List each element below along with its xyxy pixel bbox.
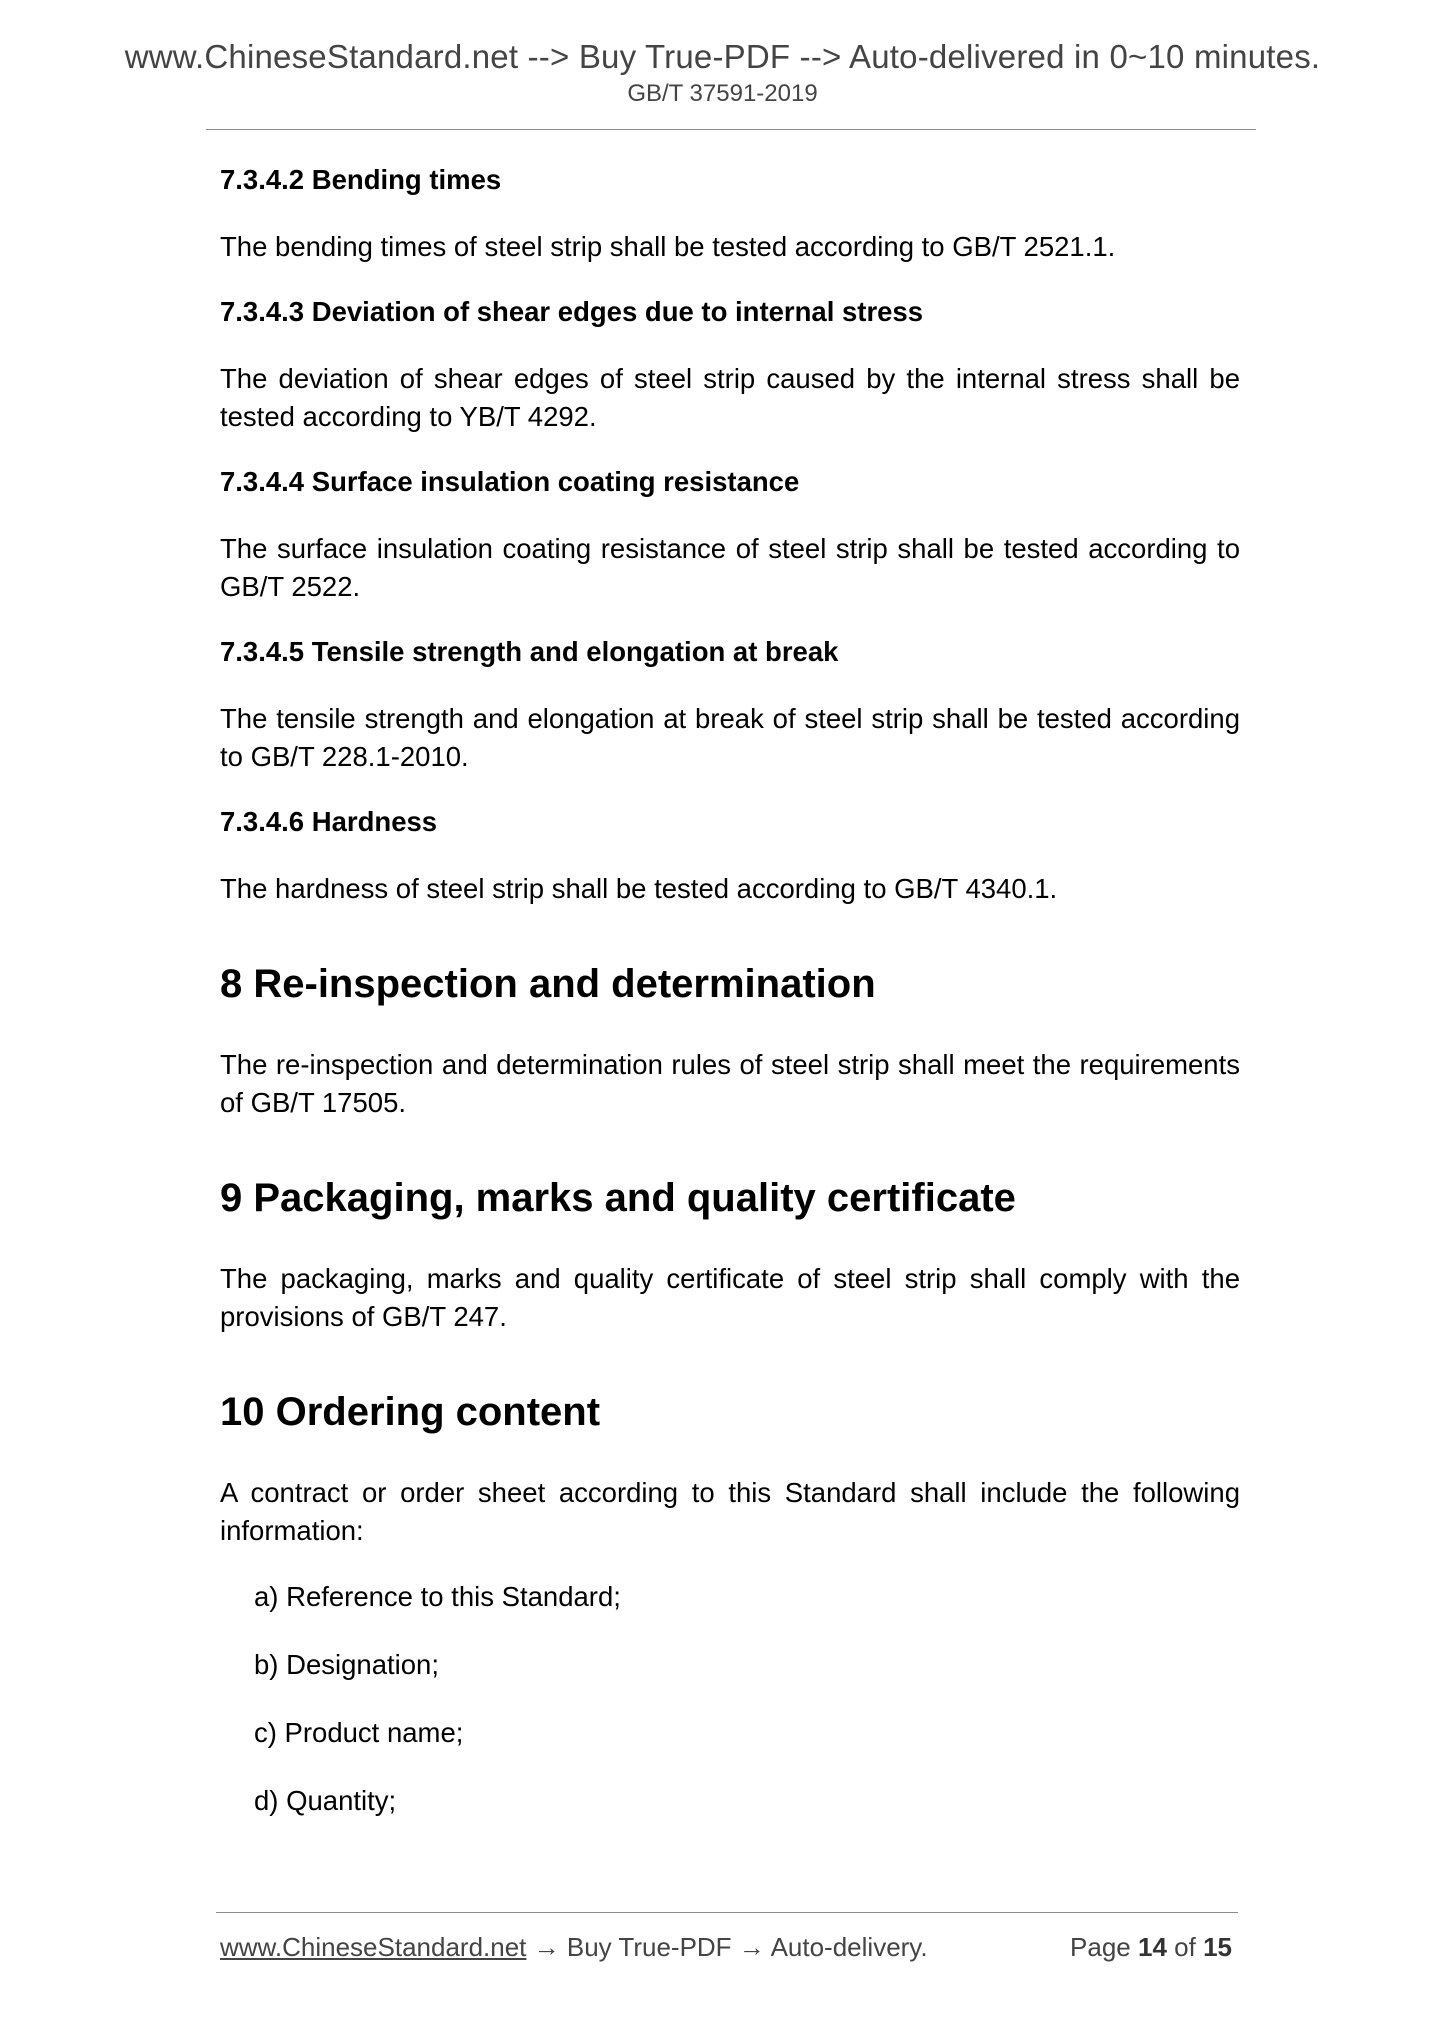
footer-left [220, 1932, 928, 1963]
page-total: 15 [1203, 1932, 1232, 1962]
page-label: Page [1070, 1932, 1131, 1962]
of-label: of [1174, 1932, 1196, 1962]
section-10-heading: 10 Ordering content [220, 1390, 601, 1434]
page-current: 14 [1138, 1932, 1167, 1962]
section-7-3-4-6-text: The hardness of steel strip shall be tested according to GB/T 4340.1. [220, 873, 1058, 904]
header-banner[interactable]: www.ChineseStandard.net --> Buy True-PDF --> Auto-delivered in 0~10 minutes. [124, 38, 1321, 75]
list-item: d) Quantity; [254, 1785, 397, 1816]
footer-divider [216, 1912, 1238, 1913]
section-7-3-4-4-heading: 7.3.4.4 Surface insulation coating resistance [220, 466, 800, 497]
section-10-text: A contract or order sheet according to this Standard shall include the following information: [220, 1477, 1240, 1546]
section-7-3-4-4-text: The surface insulation coating resistance of steel strip shall be tested according to GB/T 2522. [220, 533, 1240, 602]
list-item: c) Product name; [254, 1717, 464, 1748]
footer-site-link[interactable]: www.ChineseStandard.net [220, 1932, 527, 1962]
list-item: b) Designation; [254, 1649, 439, 1680]
section-9-text: The packaging, marks and quality certificate of steel strip shall comply with the provisions of GB/T 247. [220, 1263, 1240, 1332]
section-8-text: The re-inspection and determination rules of steel strip shall meet the requirements of GB/T 17505. [220, 1049, 1240, 1118]
section-7-3-4-2-heading: 7.3.4.2 Bending times [220, 164, 502, 195]
footer-tagline: → Buy True-PDF → Auto-delivery. [526, 1932, 928, 1962]
page-indicator [1070, 1932, 1232, 1963]
section-7-3-4-3-heading: 7.3.4.3 Deviation of shear edges due to internal stress [220, 296, 924, 327]
section-7-3-4-6-heading: 7.3.4.6 Hardness [220, 806, 438, 837]
standard-code: GB/T 37591-2019 [627, 80, 818, 107]
section-7-3-4-2-text: The bending times of steel strip shall be tested according to GB/T 2521.1. [220, 231, 1116, 262]
header-divider [206, 129, 1256, 130]
section-7-3-4-5-heading: 7.3.4.5 Tensile strength and elongation at break [220, 636, 839, 667]
document-body [220, 162, 1240, 1850]
section-7-3-4-5-text: The tensile strength and elongation at break of steel strip shall be tested according to GB/T 228.1-2010. [220, 703, 1240, 772]
list-item: a) Reference to this Standard; [254, 1581, 621, 1612]
section-8-heading: 8 Re-inspection and determination [220, 962, 876, 1006]
section-9-heading: 9 Packaging, marks and quality certificate [220, 1176, 1016, 1220]
section-7-3-4-3-text: The deviation of shear edges of steel strip caused by the internal stress shall be tested according to YB/T 4292. [220, 363, 1240, 432]
